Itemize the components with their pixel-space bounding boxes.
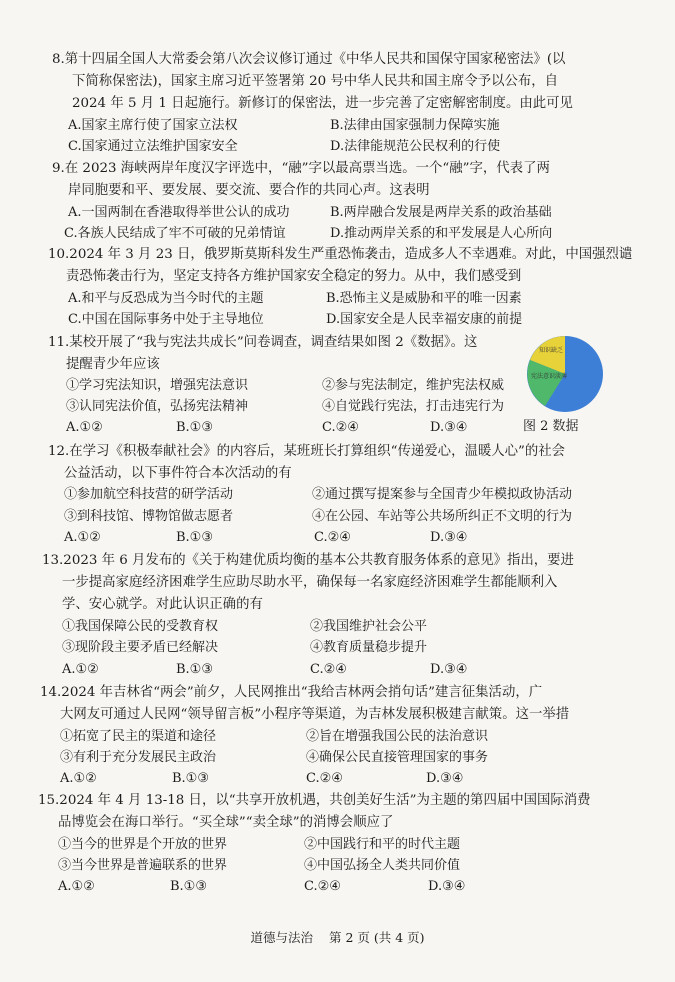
statement-2: ②我国维护社会公平 (310, 619, 428, 634)
question-text-line: 提醒青少年应该 (66, 357, 160, 372)
option-b: B.①③ (176, 662, 213, 677)
question-text-line: 9.在 2023 海峡两岸年度汉字评选中，“融”字以最高票当选。一个“融”字，代表了两 (52, 161, 550, 176)
option-c: C.国家通过立法维护国家安全 (68, 139, 238, 154)
statement-2: ②通过撰写提案参与全国青少年模拟政协活动 (312, 487, 573, 502)
statement-4: ④在公园、车站等公共场所纠正不文明的行为 (312, 509, 573, 524)
question-text-line: 责恐怖袭击行为，坚定支持各方维护国家安全稳定的努力。从中，我们感受到 (66, 269, 522, 284)
question-text-line: 2024 年 5 月 1 日起施行。新修订的保密法，进一步完善了定密解密制度。由此可见 (72, 96, 573, 111)
option-b: B.①③ (176, 420, 213, 435)
option-d: D.③④ (430, 420, 468, 435)
option-b: B.①③ (170, 879, 207, 894)
option-a: A.①② (58, 879, 95, 894)
statement-4: ④教育质量稳步提升 (310, 640, 428, 655)
statement-1: ①拓宽了民主的渠道和途径 (60, 729, 217, 744)
statement-1: ①参加航空科技营的研学活动 (64, 487, 234, 502)
option-c: C.②④ (310, 662, 347, 677)
figure-caption: 图 2 数据 (523, 419, 579, 434)
question-text-line: 大网友可通过人民网“领导留言板”小程序等渠道，为吉林发展积极建言献策。这一举措 (60, 707, 570, 722)
statement-1: ①当今的世界是个开放的世界 (58, 837, 228, 852)
question-text-line: 学、安心就学。对此认识正确的有 (62, 597, 263, 612)
statement-1: ①我国保障公民的受教育权 (62, 619, 219, 634)
question-text-line: 品博览会在海口举行。“买全球”“卖全球”的消博会顺应了 (58, 815, 394, 830)
question-text-line: 下简称保密法)，国家主席习近平签署第 20 号中华人民共和国主席令予以公布，自 (72, 74, 559, 89)
question-text-line: 8.第十四届全国人大常委会第八次会议修订通过《中华人民共和国保守国家秘密法》(以 (52, 52, 566, 67)
option-b: B.两岸融合发展是两岸关系的政治基础 (330, 205, 552, 220)
option-d: D.③④ (426, 771, 464, 786)
option-c: C.②④ (314, 530, 351, 545)
statement-2: ②中国践行和平的时代主题 (304, 837, 461, 852)
question-text-line: 14.2024 年吉林省“两会”前夕，人民网推出“我给吉林两会捎句话”建言征集活动，广 (40, 685, 543, 700)
question-text-line: 岸同胞要和平、要发展、要交流、要合作的共同心声。这表明 (68, 183, 430, 198)
option-a: A.①② (66, 420, 103, 435)
option-c: C.各族人民结成了牢不可破的兄弟情谊 (64, 226, 286, 241)
option-d: D.推动两岸关系的和平发展是人心所向 (330, 226, 553, 241)
option-d: D.③④ (430, 662, 468, 677)
page-footer (0, 928, 675, 946)
question-text-line: 11.某校开展了“我与宪法共成长”问卷调查，调查结果如图 2《数据》。这 (48, 335, 478, 350)
option-c: C.中国在国际事务中处于主导地位 (68, 312, 264, 327)
pie-label: 宪法意识淡薄 (531, 373, 568, 380)
option-a: A.①② (64, 530, 101, 545)
option-a: A.①② (62, 662, 99, 677)
option-b: B.①③ (176, 530, 213, 545)
statement-2: ②旨在增强我国公民的法治意识 (306, 729, 489, 744)
question-text-line: 10.2024 年 3 月 23 日，俄罗斯莫斯科发生严重恐怖袭击，造成多人不幸遇难。对此，中国强烈谴 (48, 247, 633, 262)
option-d: D.③④ (430, 530, 468, 545)
question-text-line: 15.2024 年 4 月 13-18 日，以“共享开放机遇，共创美好生活”为主题的第四届中国国际消费 (38, 793, 591, 808)
statement-4: ④确保公民直接管理国家的事务 (306, 750, 489, 765)
option-d: D.③④ (428, 879, 466, 894)
option-b: B.①③ (172, 771, 209, 786)
question-text-line: 13.2023 年 6 月发布的《关于构建优质均衡的基本公共教育服务体系的意见》指出，要进 (42, 553, 574, 568)
option-d: D.国家安全是人民幸福安康的前提 (326, 312, 523, 327)
option-a: A.国家主席行使了国家立法权 (68, 118, 238, 133)
pie-label: 知识缺乏 (539, 347, 564, 354)
statement-2: ②参与宪法制定，维护宪法权威 (322, 378, 505, 393)
question-text-line: 一步提高家庭经济困难学生应助尽助水平，确保每一名家庭经济困难学生都能顺利入 (62, 575, 558, 590)
footer-subject: 道德与法治 (250, 930, 313, 945)
option-c: C.②④ (322, 420, 359, 435)
statement-3: ③到科技馆、博物馆做志愿者 (64, 509, 234, 524)
pie-chart-svg (523, 330, 648, 420)
statement-4: ④自觉践行宪法，打击违宪行为 (322, 399, 505, 414)
option-c: C.②④ (304, 879, 341, 894)
statement-3: ③认同宪法价值，弘扬宪法精神 (66, 399, 249, 414)
option-d: D.法律能规范公民权利的行使 (330, 139, 501, 154)
option-a: A.和平与反恐成为当今时代的主题 (68, 291, 264, 306)
statement-3: ③现阶段主要矛盾已经解决 (62, 640, 219, 655)
option-a: A.①② (60, 771, 97, 786)
statement-4: ④中国弘扬全人类共同价值 (304, 858, 461, 873)
statement-3: ③有利于充分发展民主政治 (60, 750, 217, 765)
question-text-line: 公益活动，以下事件符合本次活动的有 (64, 466, 292, 481)
question-text-line: 12.在学习《积极奉献社会》的内容后，某班班长打算组织“传递爱心，温暖人心”的社会 (48, 444, 566, 459)
option-a: A.一国两制在香港取得举世公认的成功 (68, 205, 290, 220)
statement-3: ③当今世界是普遍联系的世界 (58, 858, 228, 873)
option-b: B.恐怖主义是威胁和平的唯一因素 (326, 291, 522, 306)
option-c: C.②④ (306, 771, 343, 786)
statement-1: ①学习宪法知识，增强宪法意识 (66, 378, 249, 393)
option-b: B.法律由国家强制力保障实施 (330, 118, 500, 133)
footer-page-number: 第 2 页 (共 4 页) (328, 930, 425, 945)
